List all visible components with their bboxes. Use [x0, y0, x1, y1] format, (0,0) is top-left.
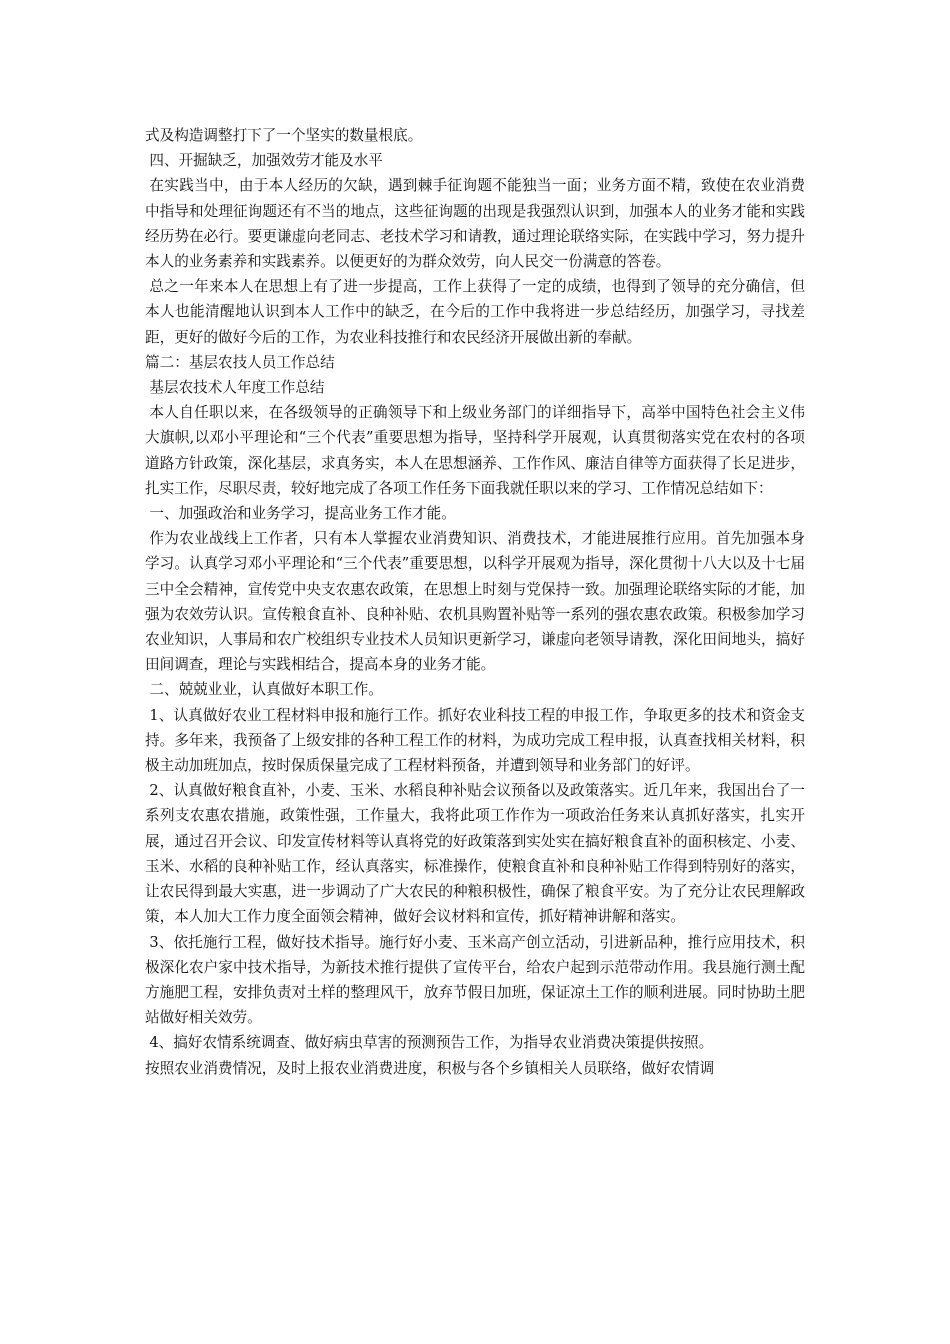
- paragraph: 按照农业消费情况，及时上报农业消费进度，积极与各个乡镇相关人员联络，做好农情调: [145, 1059, 715, 1077]
- paragraph: 基层农技术人年度工作总结: [149, 379, 325, 397]
- paragraph: 1、认真做好农业工程材料申报和施行工作。抓好农业科技工程的申报工作，争取更多的技术和资金支持。多年来，我预备了上级安排的各种工程工作的材料，为成功完成工程申报，认真查找相关材料，积极主动加班加点，按时保质保量完成了工程材料预备，并遭到领导和业务部门的好评。: [145, 706, 805, 775]
- paragraph: 四、开掘缺乏，加强效劳才能及水平: [149, 152, 383, 170]
- paragraph: 总之一年来本人在思想上有了进一步提高，工作上获得了一定的成绩，也得到了领导的充分确信，但本人也能清醒地认识到本人工作中的缺乏，在今后的工作中我将进一步总结经历，加强学习，寻找差距，更好的做好今后的工作，为农业科技推行和农民经济开展做出新的奉献。: [145, 278, 805, 346]
- paragraph: 在实践当中，由于本人经历的欠缺，遇到棘手征询题不能独当一面；业务方面不精，致使在农业消费中指导和处理征询题还有不当的地点，这些征询题的出现是我强烈认识到，加强本人的业务才能和实践经历势在必行。要更谦虚向老同志、老技术学习和请教，通过理论联络实际，在实践中学习，努力提升本人的业务素养和实践素养。以便更好的为群众效劳，向人民交一份满意的答卷。: [145, 177, 805, 271]
- paragraph: 篇二：基层农技人员工作总结: [145, 353, 335, 371]
- paragraph: 2、认真做好粮食直补，小麦、玉米、水稻良种补贴会议预备以及政策落实。近几年来，我国出台了一系列支农惠农措施，政策性强，工作量大，我将此项工作作为一项政治任务来认真抓好落实，扎实开展，通过召开会议、印发宣传材料等认真将党的好政策落到实处实在搞好粮食直补的面积核定、小麦、玉米、水稻的良种补贴工作，经认真落实，标准操作，使粮食直补和良种补贴工作得到特别好的落实，让农民得到最大实惠，进一步调动了广大农民的种粮积极性，确保了粮食平安。为了充分让农民理解政策，本人加大工作力度全面领会精神，做好会议材料和宣传，抓好精神讲解和落实。: [145, 782, 805, 926]
- paragraph: 4、搞好农情系统调查、做好病虫草害的预测预告工作，为指导农业消费决策提供按照。: [149, 1034, 714, 1052]
- paragraph: 作为农业战线上工作者，只有本人掌握农业消费知识、消费技术，才能进展推行应用。首先加强本身学习。认真学习邓小平理论和“三个代表”重要思想，以科学开展观为指导，深化贯彻十八大以及十七届三中全会精神，宣传党中央支农惠农政策，在思想上时刻与党保持一致。加强理论联络实际的才能，加强为农效劳认识。宣传粮食直补、良种补贴、农机具购置补贴等一系列的强农惠农政策。积极参加学习农业知识，人事局和农广校组织专业技术人员知识更新学习，谦虚向老领导请教，深化田间地头，搞好田间调查，理论与实践相结合，提高本身的业务才能。: [145, 530, 805, 674]
- paragraph: 一、加强政治和业务学习，提高业务工作才能。: [149, 505, 456, 523]
- paragraph: 式及构造调整打下了一个坚实的数量根底。: [145, 127, 423, 144]
- paragraph: 二、兢兢业业，认真做好本职工作。: [149, 681, 383, 699]
- paragraph: 3、依托施行工程，做好技术指导。施行好小麦、玉米高产创立活动，引进新品种，推行应用技术，积极深化农户家中技术指导，为新技术推行提供了宣传平台，给农户起到示范带动作用。我县施行测土配方施肥工程，安排负责对土样的整理风干，放弃节假日加班，保证凉土工作的顺利进展。同时协助土肥站做好相关效劳。: [145, 933, 805, 1027]
- paragraph: 本人自任职以来，在各级领导的正确领导下和上级业务部门的详细指导下，高举中国特色社会主义伟大旗帜,以邓小平理论和“三个代表”重要思想为指导，坚持科学开展观，认真贯彻落实党在农村的各项道路方针政策，深化基层，求真务实，本人在思想涵养、工作作风、廉洁自律等方面获得了长足进步，扎实工作，尽职尽责，较好地完成了各项工作任务下面我就任职以来的学习、工作情况总结如下：: [145, 404, 805, 497]
- document-body: [145, 123, 805, 1081]
